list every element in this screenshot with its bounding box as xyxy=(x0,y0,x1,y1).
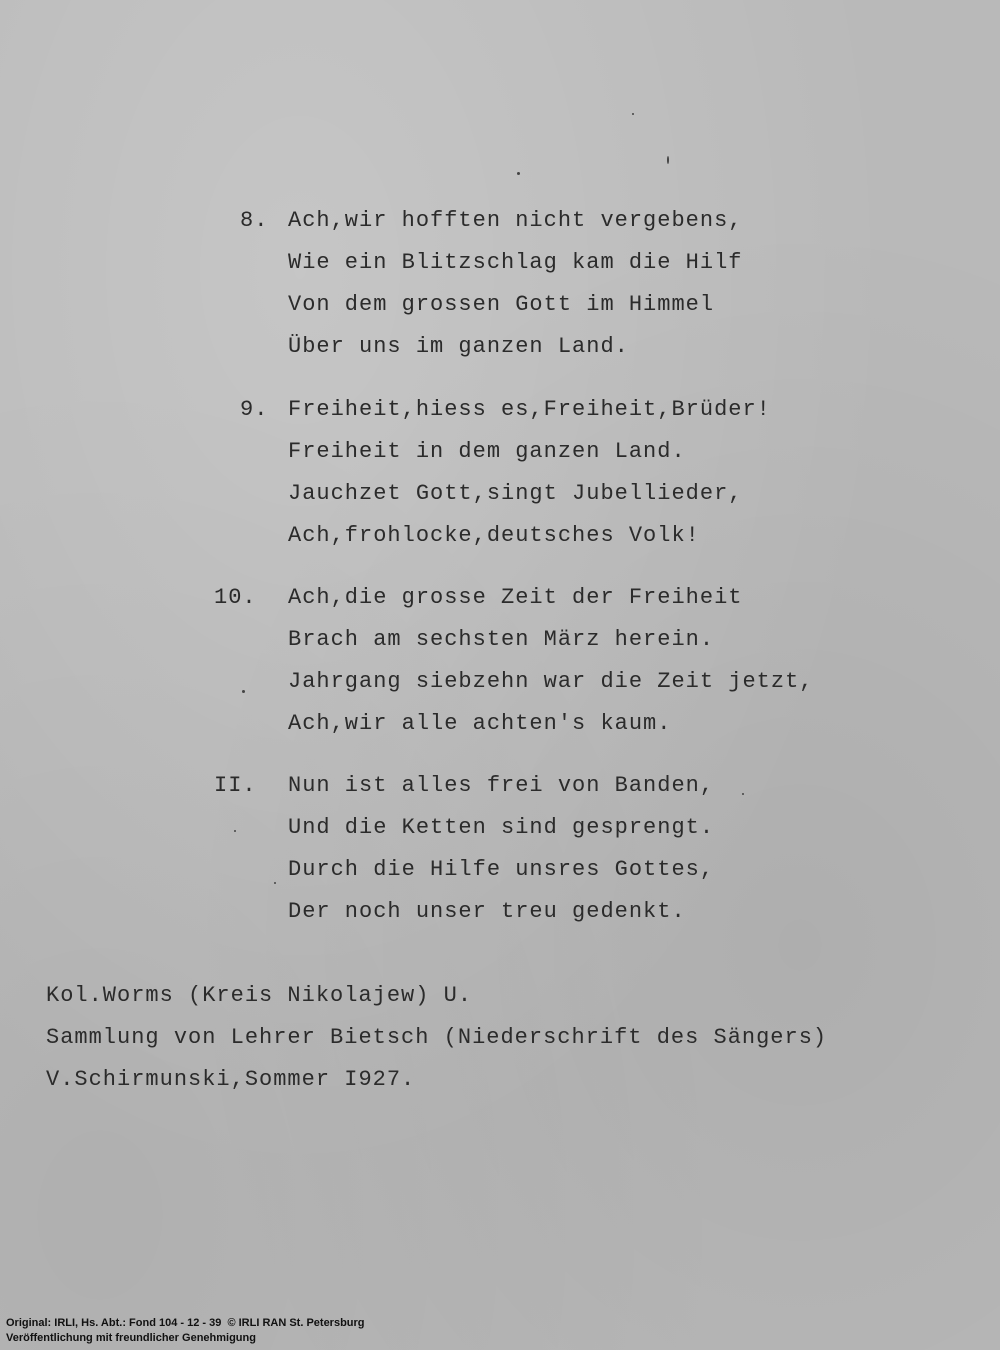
paper-speck xyxy=(274,882,276,884)
verse-line: Ach,frohlocke,deutsches Volk! xyxy=(288,523,700,548)
stanza-number: 9. xyxy=(240,397,269,422)
archive-credit xyxy=(6,1316,365,1346)
verse-line: Ach,die grosse Zeit der Freiheit xyxy=(288,585,743,610)
paper-speck xyxy=(667,156,669,164)
verse-line: Durch die Hilfe unsres Gottes, xyxy=(288,857,715,882)
stanza-number: II. xyxy=(214,773,257,798)
paper-speck xyxy=(234,830,236,832)
credit-line: Original: IRLI, Hs. Abt.: Fond 104 - 12 - 39 © IRLI RAN St. Petersburg xyxy=(6,1317,365,1329)
stanza-number: 8. xyxy=(240,208,269,233)
verse-line: Freiheit,hiess es,Freiheit,Brüder! xyxy=(288,397,771,422)
credit-line: Veröffentlichung mit freundlicher Genehmigung xyxy=(6,1332,256,1344)
verse-line: Nun ist alles frei von Banden, xyxy=(288,773,715,798)
source-note xyxy=(46,975,827,1101)
verse-line: Brach am sechsten März herein. xyxy=(288,627,715,652)
verse-line: Ach,wir hofften nicht vergebens, xyxy=(288,208,743,233)
stanza-number: 10. xyxy=(214,585,257,610)
paper-speck xyxy=(517,172,520,175)
verse-line: Jahrgang siebzehn war die Zeit jetzt, xyxy=(288,669,814,694)
stanza-lines xyxy=(288,577,813,745)
verse-line: Jauchzet Gott,singt Jubellieder, xyxy=(288,481,743,506)
paper-speck xyxy=(242,690,245,693)
verse-line: Der noch unser treu gedenkt. xyxy=(288,899,686,924)
verse-line: Und die Ketten sind gesprengt. xyxy=(288,815,715,840)
source-line: V.Schirmunski,Sommer I927. xyxy=(46,1067,416,1092)
stanza-lines xyxy=(288,200,742,368)
paper-speck xyxy=(742,793,744,795)
verse-line: Freiheit in dem ganzen Land. xyxy=(288,439,686,464)
source-line: Kol.Worms (Kreis Nikolajew) U. xyxy=(46,983,473,1008)
stanza-lines xyxy=(288,765,714,933)
verse-line: Von dem grossen Gott im Himmel xyxy=(288,292,715,317)
verse-line: Ach,wir alle achten's kaum. xyxy=(288,711,672,736)
source-line: Sammlung von Lehrer Bietsch (Niederschrift des Sängers) xyxy=(46,1025,828,1050)
verse-line: Wie ein Blitzschlag kam die Hilf xyxy=(288,250,743,275)
stanza-lines xyxy=(288,389,771,557)
paper-speck xyxy=(632,113,634,115)
verse-line: Über uns im ganzen Land. xyxy=(288,334,629,359)
